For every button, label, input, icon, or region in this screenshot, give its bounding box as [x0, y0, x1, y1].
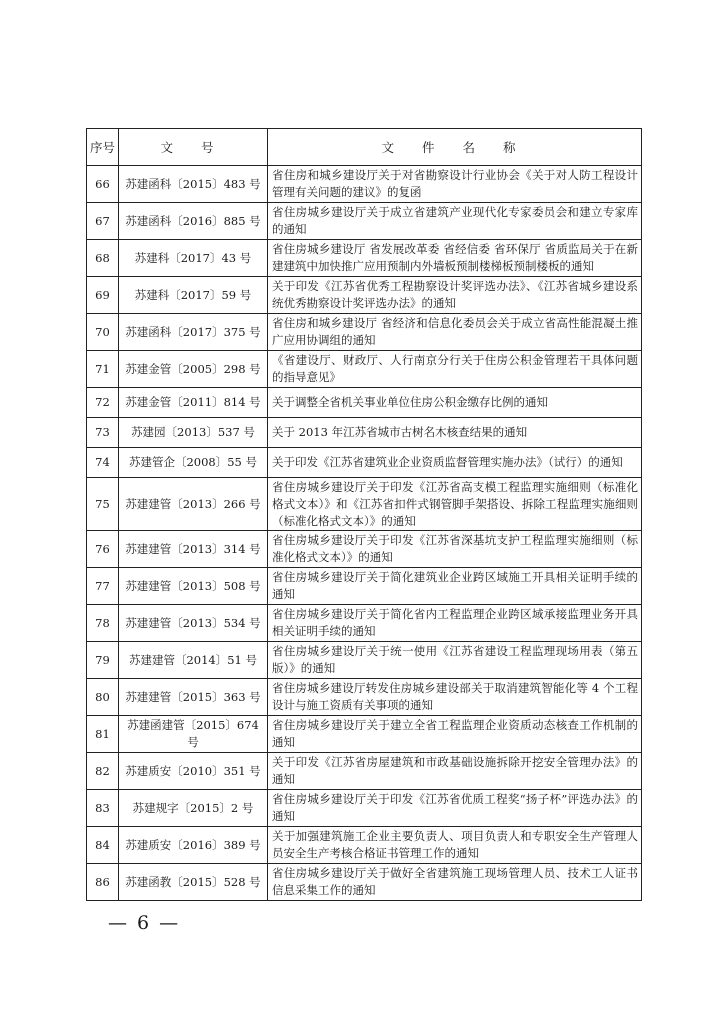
- document-table: [86, 128, 642, 901]
- table-row: [87, 642, 642, 679]
- row-doc-title: 关于印发《江苏省建筑业企业资质监督管理实施办法》（试行）的通知: [268, 448, 642, 478]
- row-doc-title: 省住房城乡建设厅 省发展改革委 省经信委 省环保厅 省质监局关于在新建建筑中加快推广应用预制内外墙板预制楼梯板预制楼板的通知: [268, 240, 642, 277]
- row-serial-number: 67: [87, 203, 119, 240]
- table-row: [87, 203, 642, 240]
- header-doc-title: 文 件 名 称: [268, 129, 642, 166]
- row-doc-title: 省住房城乡建设厅关于印发《江苏省高支模工程监理实施细则（标准化格式文本）》和《江苏省扣件式钢管脚手架搭设、拆除工程监理实施细则（标准化格式文本）》的通知: [268, 478, 642, 531]
- row-doc-title: 省住房和城乡建设厅关于对省勘察设计行业协会《关于对人防工程设计管理有关问题的建议》的复函: [268, 166, 642, 203]
- row-doc-number: 苏建函科〔2015〕483 号: [119, 166, 268, 203]
- row-doc-title: 《省建设厅、财政厅、人行南京分行关于住房公积金管理若干具体问题的指导意见》: [268, 351, 642, 388]
- row-doc-title: 省住房城乡建设厅关于统一使用《江苏省建设工程监理现场用表（第五版）》的通知: [268, 642, 642, 679]
- row-doc-title: 省住房和城乡建设厅 省经济和信息化委员会关于成立省高性能混凝土推广应用协调组的通知: [268, 314, 642, 351]
- row-doc-title: 关于调整全省机关事业单位住房公积金缴存比例的通知: [268, 388, 642, 418]
- row-doc-number: 苏建管企〔2008〕55 号: [119, 448, 268, 478]
- row-serial-number: 86: [87, 864, 119, 901]
- row-doc-number: 苏建规字〔2015〕2 号: [119, 790, 268, 827]
- row-serial-number: 77: [87, 568, 119, 605]
- row-serial-number: 78: [87, 605, 119, 642]
- table-row: [87, 388, 642, 418]
- table-row: [87, 351, 642, 388]
- row-doc-title: 省住房城乡建设厅关于简化省内工程监理企业跨区域承接监理业务开具相关证明手续的通知: [268, 605, 642, 642]
- table-row: [87, 418, 642, 448]
- row-doc-title: 关于印发《江苏省房屋建筑和市政基础设施拆除开挖安全管理办法》的通知: [268, 753, 642, 790]
- table-row: [87, 277, 642, 314]
- row-doc-title: 省住房城乡建设厅关于印发《江苏省深基坑支护工程监理实施细则（标准化格式文本）》的通知: [268, 531, 642, 568]
- row-doc-number: 苏建建管〔2013〕534 号: [119, 605, 268, 642]
- table-row: [87, 240, 642, 277]
- table-row: [87, 827, 642, 864]
- table-row: [87, 531, 642, 568]
- row-doc-number: 苏建函教〔2015〕528 号: [119, 864, 268, 901]
- row-serial-number: 75: [87, 478, 119, 531]
- row-doc-title: 省住房城乡建设厅关于印发《江苏省优质工程奖“扬子杯”评选办法》的通知: [268, 790, 642, 827]
- row-serial-number: 76: [87, 531, 119, 568]
- row-doc-number: 苏建科〔2017〕59 号: [119, 277, 268, 314]
- table-row: [87, 166, 642, 203]
- page-number: — 6 —: [108, 912, 181, 934]
- row-serial-number: 81: [87, 716, 119, 753]
- row-serial-number: 79: [87, 642, 119, 679]
- table-body: [87, 166, 642, 901]
- row-doc-number: 苏建建管〔2013〕508 号: [119, 568, 268, 605]
- row-doc-number: 苏建金管〔2011〕814 号: [119, 388, 268, 418]
- row-serial-number: 71: [87, 351, 119, 388]
- row-doc-title: 关于 2013 年江苏省城市古树名木核查结果的通知: [268, 418, 642, 448]
- row-doc-number: 苏建建管〔2015〕363 号: [119, 679, 268, 716]
- row-doc-number: 苏建建管〔2013〕266 号: [119, 478, 268, 531]
- table-row: [87, 864, 642, 901]
- table-row: [87, 605, 642, 642]
- header-serial-number: 序号: [87, 129, 119, 166]
- row-serial-number: 74: [87, 448, 119, 478]
- row-doc-number: 苏建函建管〔2015〕674 号: [119, 716, 268, 753]
- row-doc-number: 苏建金管〔2005〕298 号: [119, 351, 268, 388]
- row-serial-number: 72: [87, 388, 119, 418]
- table-row: [87, 679, 642, 716]
- row-doc-number: 苏建建管〔2013〕314 号: [119, 531, 268, 568]
- row-doc-title: 省住房城乡建设厅关于建立全省工程监理企业资质动态核查工作机制的通知: [268, 716, 642, 753]
- header-doc-number: 文 号: [119, 129, 268, 166]
- row-doc-number: 苏建建管〔2014〕51 号: [119, 642, 268, 679]
- row-serial-number: 69: [87, 277, 119, 314]
- row-doc-title: 关于印发《江苏省优秀工程勘察设计奖评选办法》、《江苏省城乡建设系统优秀勘察设计奖评选办法》的通知: [268, 277, 642, 314]
- row-serial-number: 82: [87, 753, 119, 790]
- row-doc-title: 省住房城乡建设厅关于做好全省建筑施工现场管理人员、技术工人证书信息采集工作的通知: [268, 864, 642, 901]
- row-serial-number: 68: [87, 240, 119, 277]
- table-row: [87, 716, 642, 753]
- row-serial-number: 73: [87, 418, 119, 448]
- row-doc-number: 苏建科〔2017〕43 号: [119, 240, 268, 277]
- row-doc-number: 苏建园〔2013〕537 号: [119, 418, 268, 448]
- table-row: [87, 568, 642, 605]
- row-doc-title: 省住房城乡建设厅关于简化建筑业企业跨区域施工开具相关证明手续的通知: [268, 568, 642, 605]
- row-doc-title: 关于加强建筑施工企业主要负责人、项目负责人和专职安全生产管理人员安全生产考核合格证书管理工作的通知: [268, 827, 642, 864]
- row-doc-number: 苏建质安〔2016〕389 号: [119, 827, 268, 864]
- table-row: [87, 478, 642, 531]
- row-serial-number: 66: [87, 166, 119, 203]
- table-row: [87, 753, 642, 790]
- row-doc-number: 苏建函科〔2017〕375 号: [119, 314, 268, 351]
- table-row: [87, 314, 642, 351]
- table-header-row: [87, 129, 642, 166]
- table-row: [87, 790, 642, 827]
- row-doc-number: 苏建质安〔2010〕351 号: [119, 753, 268, 790]
- row-serial-number: 83: [87, 790, 119, 827]
- row-serial-number: 80: [87, 679, 119, 716]
- row-doc-title: 省住房城乡建设厅关于成立省建筑产业现代化专家委员会和建立专家库的通知: [268, 203, 642, 240]
- row-serial-number: 84: [87, 827, 119, 864]
- row-doc-title: 省住房城乡建设厅转发住房城乡建设部关于取消建筑智能化等 4 个工程设计与施工资质有关事项的通知: [268, 679, 642, 716]
- row-doc-number: 苏建函科〔2016〕885 号: [119, 203, 268, 240]
- table-row: [87, 448, 642, 478]
- row-serial-number: 70: [87, 314, 119, 351]
